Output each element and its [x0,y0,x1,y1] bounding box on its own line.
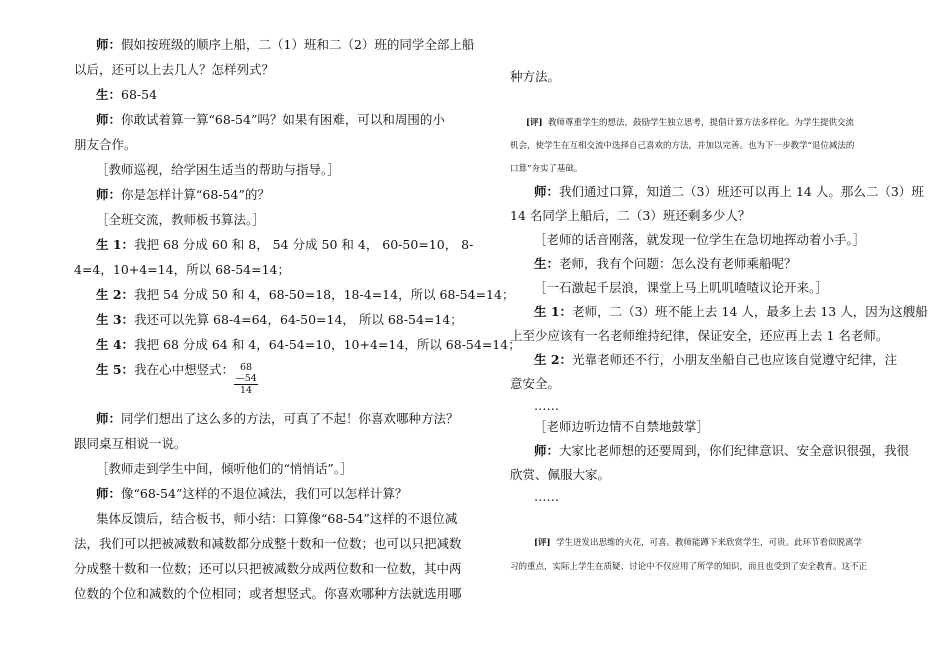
text-line: 集体反馈后，结合板书，师小结：口算像“68-54”这样的不退位减 [96,511,458,526]
text-line: 师：你敢试着算一算“68-54”吗？如果有困难，可以和周围的小 [96,112,445,127]
comment-line: 习的重点，实际上学生在质疑、讨论中不仅应用了所学的知识，而且也受到了安全教育。这不正 [510,562,868,572]
ellipsis: …… [534,489,559,504]
text-line: 师：你是怎样计算“68-54”的？ [96,187,270,202]
stage-direction: ［老师边听边情不自禁地鼓掌］ [534,419,710,434]
text-line: 师：我们通过口算，知道二（3）班还可以再上 14 人。那么二（3）班 [534,184,924,199]
stage-direction: ［教师巡视，给学困生适当的帮助与指导。］ [96,162,340,177]
text-line: 位数的个位和减数的个位相同；或者想竖式。你喜欢哪种方法就选用哪 [74,586,462,601]
minuend: 68 [239,362,253,373]
text-line: 生 2：光靠老师还不行，小朋友坐船自己也应该自觉遵守纪律，注 [534,352,898,367]
text-line: 朋友合作。 [74,137,137,152]
stage-direction: ［一石激起千层浪，课堂上马上叽叽喳喳议论开来。］ [534,280,828,295]
subtrahend: —54 [235,373,257,384]
text-line: 意安全。 [510,376,561,391]
text-line: 欣赏、佩服大家。 [510,467,611,482]
stage-direction: ［全班交流，教师板书算法。］ [96,212,265,227]
text-line: 生 4：我把 68 分成 64 和 4，64-54=10，10+4=14，所以 68-54=14； [96,337,521,352]
text-line: 以后，还可以上去几人？怎样列式？ [74,62,275,77]
text-line: 生：68-54 [96,87,158,102]
text-line: 师：同学们想出了这么多的方法，可真了不起！你喜欢哪种方法？ [96,411,459,426]
text-line: 生 1：我把 68 分成 60 和 8， 54 分成 50 和 4， 60-50=10， 8- [96,237,474,252]
text-line: 分成整十数和一位数；还可以只把被减数分成两位数和一位数，其中两 [74,561,462,576]
text-line: 法，我们可以把被减数和减数都分成整十数和一位数；也可以只把减数 [74,536,462,551]
stage-direction: ［教师走到学生中间，倾听他们的“悄悄话”。］ [96,461,353,476]
text-line: 跟同桌互相说一说。 [74,436,187,451]
comment-line: [评] 教师尊重学生的想法，鼓励学生独立思考，提倡计算方法多样化。为学生提供交流 [526,118,854,128]
ellipsis: …… [534,398,559,413]
text-line: 14 名同学上船后，二（3）班还剩多少人？ [510,208,751,223]
stage-direction: ［老师的话音刚落，就发现一位学生在急切地挥动着小手。］ [534,232,866,247]
text-line: 师：假如按班级的顺序上船，二（1）班和二（2）班的同学全部上船 [96,37,475,52]
text-line: 师：像“68-54”这样的不退位减法，我们可以怎样计算？ [96,486,408,501]
comment-tag: [评] [526,118,543,128]
difference: 14 [234,384,258,396]
text-line: 生 5：我在心中想竖式： [96,362,235,377]
comment-tag: [评] [534,538,551,548]
text-line: 生 3：我还可以先算 68-4=64，64-50=14， 所以 68-54=14； [96,312,463,327]
text-line: 生 2：我把 54 分成 50 和 4，68-50=18，18-4=14，所以 68-54=14； [96,287,515,302]
text-line: 生 1：老师，二（3）班不能上去 14 人，最多上去 13 人，因为这艘船 [534,304,928,319]
vertical-subtraction [234,362,258,396]
text-line: 师：大家比老师想的还要周到，你们纪律意识、安全意识很强，我很 [534,443,910,458]
text-line: 生：老师，我有个问题：怎么没有老师乘船呢？ [534,256,797,271]
text-line: 4=4，10+4=14，所以 68-54=14； [74,262,290,277]
comment-line: 口算”夯实了基础。 [510,164,583,174]
comment-line: [评] 学生迸发出思维的火花，可喜。教师能蹲下来欣赏学生，可贵。此环节看似脱离学 [534,538,862,548]
text-line: 种方法。 [510,69,561,84]
text-line: 上至少应该有一名老师维持纪律，保证安全，还应再上去 1 名老师。 [510,328,889,343]
comment-line: 机会，使学生在互相交流中选择自己喜欢的方法，并加以完善。也为下一步教学“退位减法的 [510,141,855,151]
